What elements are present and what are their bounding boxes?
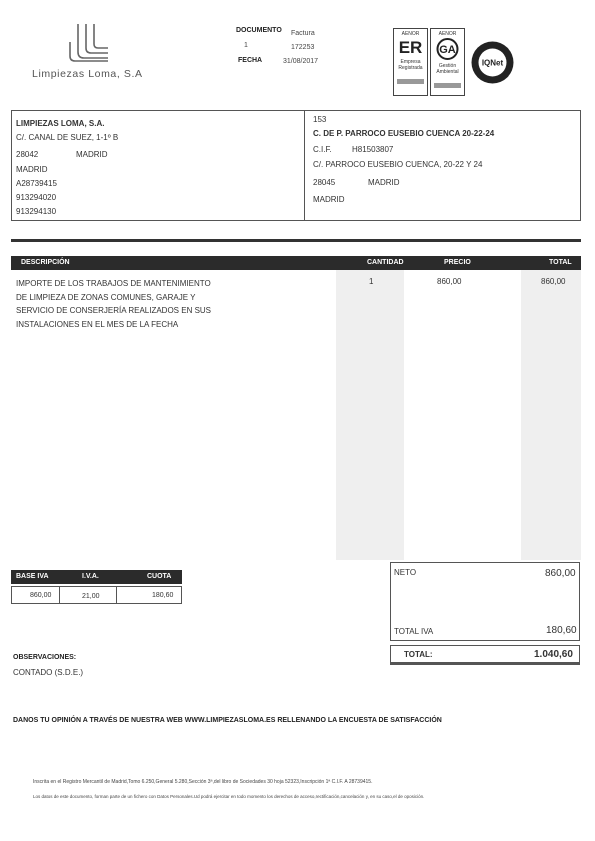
iqnet-certificate	[470, 40, 515, 85]
document-label: DOCUMENTO	[236, 27, 282, 34]
vat-total-label: TOTAL IVA	[394, 627, 434, 636]
tax-summary-row	[11, 586, 182, 604]
item-price: 860,00	[437, 277, 462, 286]
client-postcode: 28045	[313, 178, 336, 187]
tax-quota: 180,60	[152, 592, 174, 599]
tax-header-base: BASE IVA	[16, 573, 49, 580]
aenor-er-certificate: AENOR ER Empresa Registrada	[393, 28, 428, 96]
iqnet-seal-icon	[470, 40, 515, 85]
client-cif-label: C.I.F.	[313, 145, 332, 154]
items-table-header	[11, 256, 581, 270]
parties-divider	[304, 110, 305, 221]
header-quantity: CANTIDAD	[367, 259, 404, 266]
issuer-name: LIMPIEZAS LOMA, S.A.	[16, 119, 105, 128]
header-price: PRECIO	[444, 259, 471, 266]
company-logo-text: Limpiezas Loma, S.A	[32, 68, 143, 80]
er-logo-icon: ER	[398, 38, 423, 57]
issuer-phone-2: 913294130	[16, 207, 57, 216]
registry-note: Inscrita en el Registro Mercantil de Madrid,Tomo 6.250,General 5.280,Sección 3ª,del libro de Sociedades 30 hoja 52323,Inscripción 1ª C.I.F. A 28739415.	[33, 779, 373, 785]
date-value: 31/08/2017	[283, 58, 319, 65]
client-cif: H81503807	[352, 145, 394, 154]
document-number: 172253	[291, 44, 315, 51]
net-label: NETO	[394, 568, 417, 577]
privacy-note: Los datos de este documento, forman parte de un fichero con Datos Personales.Ud podrá ejercitar en todo momento los derechos de acceso,rectificación,cancelación y, en su caso,el de oposición.	[33, 794, 425, 799]
svg-text:GA: GA	[439, 44, 456, 56]
issuer-address: C/. CANAL DE SUEZ, 1-1º B	[16, 133, 119, 142]
item-description: IMPORTE DE LOS TRABAJOS DE MANTENIMIENTO DE LIMPIEZA DE ZONAS COMUNES, GARAJE Y SERVICIO DE CONSERJERÍA REALIZADOS EN SUS INSTALACIONES EN EL MES DE LA FECHA	[16, 279, 212, 329]
quantity-column-shade	[336, 270, 404, 560]
item-total: 860,00	[541, 277, 566, 286]
issuer-cif: A28739415	[16, 179, 57, 188]
document-number-prefix: 1	[244, 42, 248, 49]
total-column-shade	[521, 270, 581, 560]
grand-total-rule	[390, 663, 580, 665]
client-address: C/. PARROCO EUSEBIO CUENCA, 20-22 Y 24	[313, 160, 483, 169]
tax-summary-header	[11, 570, 182, 584]
observations-label: OBSERVACIONES:	[13, 654, 77, 661]
client-city: MADRID	[368, 178, 400, 187]
client-province: MADRID	[313, 195, 345, 204]
client-code: 153	[313, 115, 327, 124]
tax-header-rate: I.V.A.	[82, 573, 99, 580]
issuer-city: MADRID	[76, 150, 108, 159]
issuer-phone-1: 913294020	[16, 193, 57, 202]
gestion-ambiental-icon	[431, 37, 464, 61]
header-description: DESCRIPCIÓN	[21, 259, 70, 266]
tax-header-quota: CUOTA	[147, 573, 172, 580]
item-quantity: 1	[369, 277, 374, 286]
client-name: C. DE P. PARROCO EUSEBIO CUENCA 20-22-24	[313, 129, 495, 138]
company-logo	[68, 22, 110, 62]
net-value: 860,00	[545, 568, 576, 579]
issuer-province: MADRID	[16, 165, 48, 174]
aenor-ga-certificate: AENOR GA Gestión Ambiental	[430, 28, 465, 96]
vat-total-value: 180,60	[546, 625, 577, 636]
section-rule	[11, 239, 581, 242]
tax-rate: 21,00	[82, 593, 100, 600]
observations-value: CONTADO (S.D.E.)	[13, 668, 84, 677]
svg-text:IQNet: IQNet	[481, 58, 504, 68]
header-total: TOTAL	[549, 259, 572, 266]
tax-base: 860,00	[30, 592, 52, 599]
date-label: FECHA	[238, 57, 263, 64]
grand-total-label: TOTAL:	[404, 650, 433, 659]
grand-total-value: 1.040,60	[534, 649, 573, 660]
document-type: Factura	[291, 30, 315, 37]
survey-message: DANOS TU OPINIÓN A TRAVÉS DE NUESTRA WEB WWW.LIMPIEZASLOMA.ES RELLENANDO LA ENCUESTA DE SATISFACCIÓN	[13, 717, 442, 724]
issuer-postcode: 28042	[16, 150, 39, 159]
